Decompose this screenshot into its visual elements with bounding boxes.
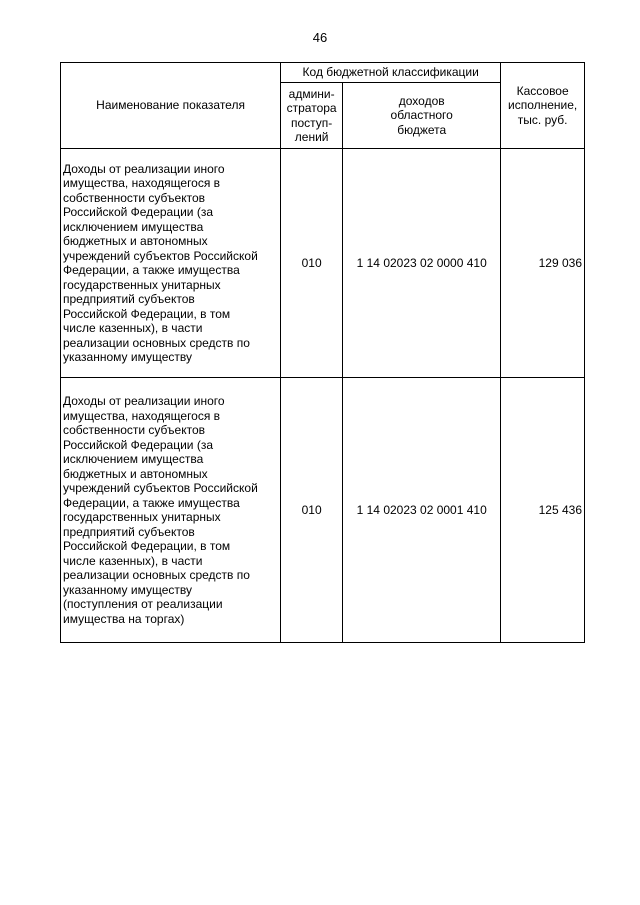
table-header: [61, 63, 585, 149]
row-name-line: Российской Федерации (за: [63, 205, 213, 219]
row-name-line: имущества, находящегося в: [63, 176, 221, 190]
row-amount: 129 036: [501, 149, 585, 378]
budget-table: [60, 62, 585, 643]
row-name-line: Доходы от реализации иного: [63, 394, 225, 408]
header-amount-line: Кассовое: [516, 83, 569, 98]
row-name-line: имущества на торгах): [63, 611, 185, 626]
header-amount: [501, 63, 585, 149]
header-revenue-line: областного: [390, 108, 453, 123]
row-name-line: государственных унитарных: [63, 510, 221, 524]
row-name-line: государственных унитарных: [63, 277, 221, 292]
header-admin-line: админи-: [288, 86, 335, 101]
row-name-line: учреждений субъектов Российской: [63, 481, 258, 495]
row-revenue-code: 1 14 02023 02 0001 410: [343, 378, 501, 643]
header-revenue-line: бюджета: [397, 122, 447, 137]
header-amount-line: тыс. руб.: [517, 112, 568, 127]
row-amount: 125 436: [501, 378, 585, 643]
row-name-line: бюджетных и автономных: [63, 234, 208, 248]
row-name-line: учреждений субъектов Российской: [63, 248, 258, 263]
row-name-line: предприятий субъектов: [63, 524, 195, 539]
header-amount-line: исполнение,: [508, 98, 578, 113]
row-name: [61, 378, 281, 643]
row-revenue-code: 1 14 02023 02 0000 410: [343, 149, 501, 378]
row-name-line: указанному имуществу: [63, 350, 192, 364]
row-name-line: указанному имуществу: [63, 582, 192, 597]
header-code-group: Код бюджетной классификации: [281, 63, 501, 83]
row-name: [61, 149, 281, 378]
header-name: Наименование показателя: [61, 63, 281, 149]
row-name-line: числе казенных), в части: [63, 553, 203, 568]
row-name-line: Федерации, а также имущества: [63, 263, 240, 277]
row-name-line: Российской Федерации (за: [63, 437, 213, 452]
row-name-line: реализации основных средств по: [63, 335, 250, 350]
row-name-line: собственности субъектов: [63, 190, 205, 205]
row-name-line: собственности субъектов: [63, 423, 205, 437]
header-admin: [281, 83, 343, 149]
row-name-line: Доходы от реализации иного: [63, 161, 225, 176]
row-name-line: исключением имущества: [63, 219, 204, 234]
row-name-line: Федерации, а также имущества: [63, 495, 240, 510]
row-name-line: Российской Федерации, в том: [63, 539, 231, 553]
header-admin-line: лений: [294, 130, 329, 145]
header-admin-line: стратора: [286, 101, 337, 116]
row-name-line: предприятий субъектов: [63, 292, 195, 306]
row-name-line: исключением имущества: [63, 452, 204, 466]
header-admin-line: поступ-: [290, 115, 333, 130]
row-name-line: Российской Федерации, в том: [63, 306, 231, 321]
table-body: [61, 149, 585, 643]
row-admin-code: 010: [281, 378, 343, 643]
header-revenue-line: доходов: [398, 93, 445, 108]
row-name-line: реализации основных средств по: [63, 568, 250, 582]
table-row: [61, 378, 585, 643]
row-name-line: (поступления от реализации: [63, 597, 223, 611]
table-row: [61, 149, 585, 378]
row-name-line: бюджетных и автономных: [63, 466, 208, 481]
page-number: 46: [312, 30, 328, 45]
row-name-line: числе казенных), в части: [63, 321, 203, 335]
row-admin-code: 010: [281, 149, 343, 378]
row-name-line: имущества, находящегося в: [63, 408, 221, 423]
header-revenue: [343, 83, 501, 149]
